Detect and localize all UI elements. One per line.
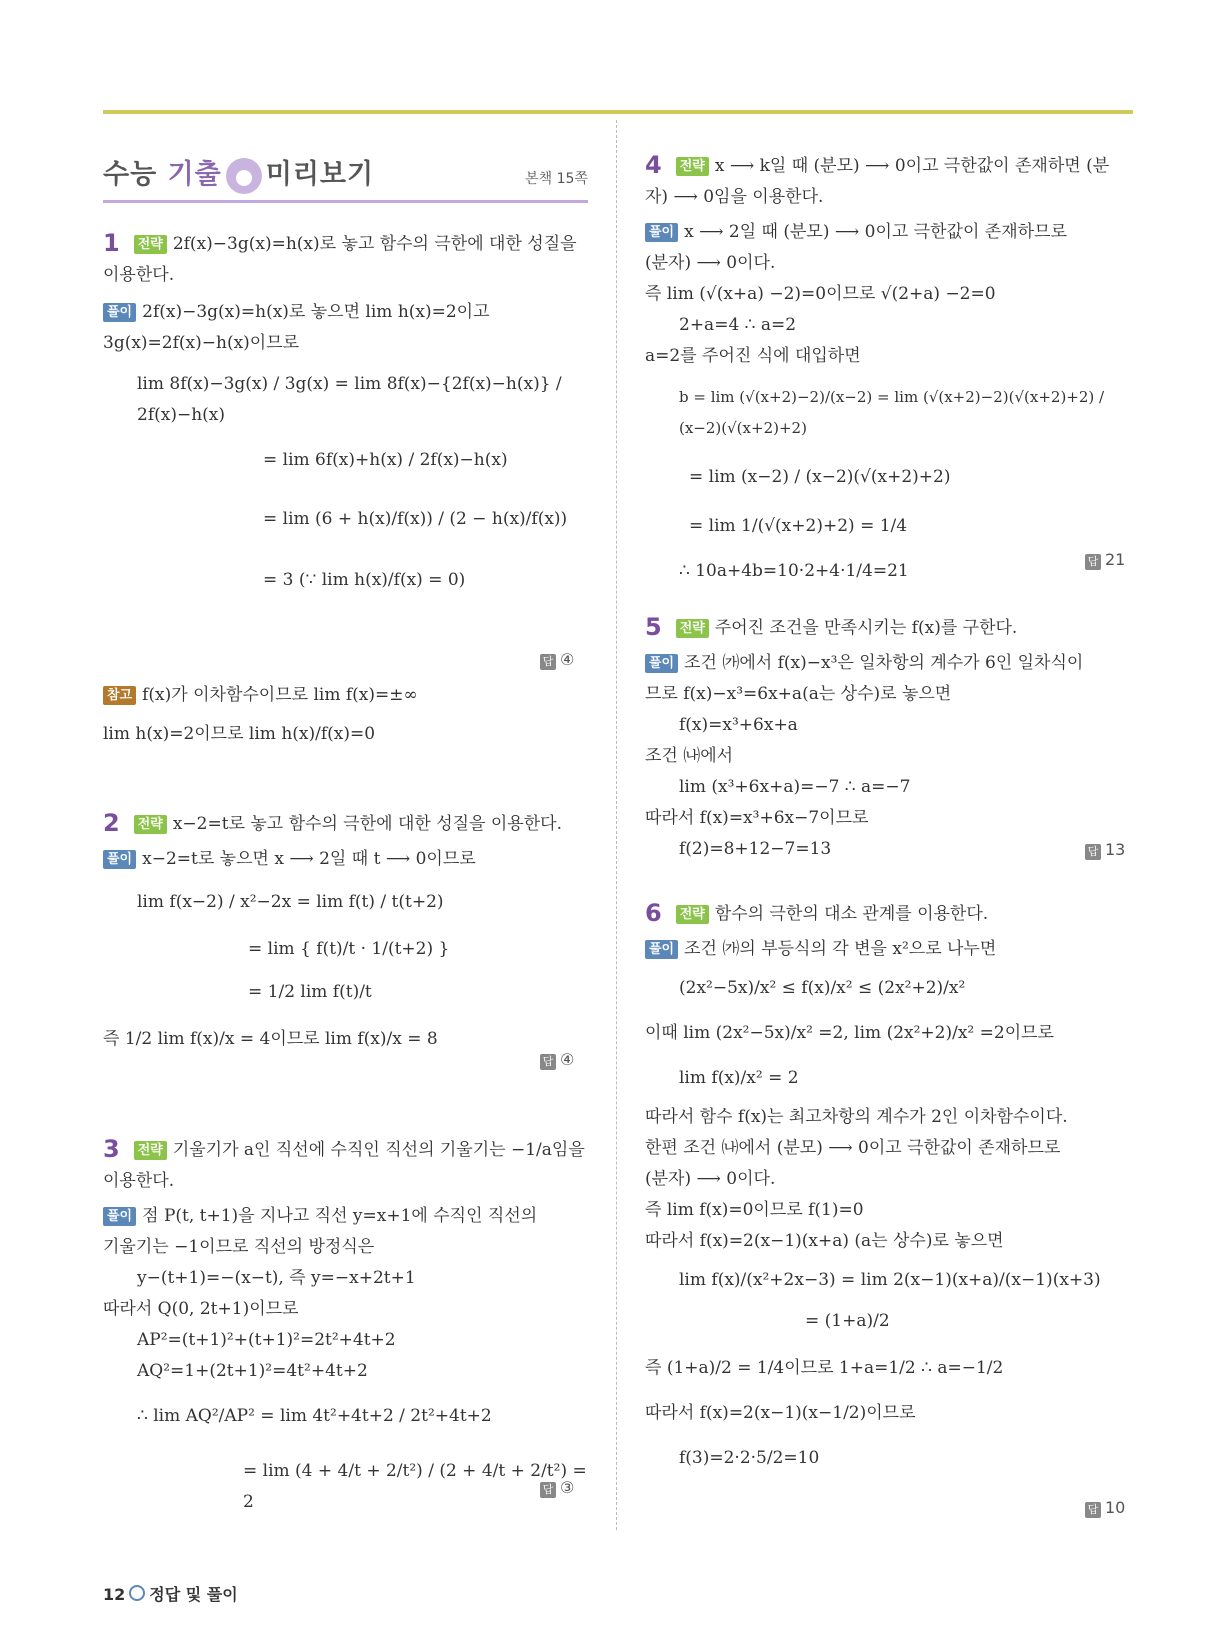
solution-line: ∴ lim AQ²/AP² = lim 4t²+4t+2 / 2t²+4t+2 xyxy=(137,1406,492,1426)
solution-line: 따라서 Q(0, 2t+1)이므로 xyxy=(103,1299,299,1319)
problem-2 xyxy=(103,808,588,1055)
solution-line: AQ²=1+(2t+1)²=4t²+4t+2 xyxy=(137,1361,368,1381)
strategy-text: 함수의 극한의 대소 관계를 이용한다. xyxy=(714,904,989,924)
answer-6: 답 10 xyxy=(1085,1498,1125,1518)
solution-line: 3g(x)=2f(x)−h(x)이므로 xyxy=(103,333,300,353)
solution-line: y−(t+1)=−(x−t), 즉 y=−x+2t+1 xyxy=(137,1268,416,1288)
page-reference: 본책 15쪽 xyxy=(525,171,588,187)
top-rule xyxy=(103,110,1133,114)
answer-5: 답 13 xyxy=(1085,840,1125,860)
solution-line: 점 P(t, t+1)을 지나고 직선 y=x+1에 수직인 직선의 xyxy=(142,1206,538,1226)
problem-3 xyxy=(103,1134,588,1518)
problem-5 xyxy=(645,612,1130,865)
problem-number: 2 xyxy=(103,809,120,837)
answer-1: 답 ④ xyxy=(540,650,574,670)
note-1 xyxy=(103,680,588,750)
strategy-tag: 전략 xyxy=(676,619,709,638)
problem-number: 5 xyxy=(645,613,662,641)
strategy-tag: 전략 xyxy=(134,1141,167,1160)
problem-number: 3 xyxy=(103,1135,120,1163)
answer-3: 답 ③ xyxy=(540,1478,574,1498)
solution-line: 2+a=4 ∴ a=2 xyxy=(679,315,797,335)
solution-line: 조건 ㈏에서 xyxy=(645,746,734,766)
strategy-tag: 전략 xyxy=(134,235,167,254)
footer-dot-icon xyxy=(129,1585,145,1601)
answer-4: 답 21 xyxy=(1085,550,1125,570)
solution-line: 즉 lim (√(x+a) −2)=0이므로 √(2+a) −2=0 xyxy=(645,284,996,304)
strategy-text: 주어진 조건을 만족시키는 f(x)를 구한다. xyxy=(714,618,1018,638)
solution-line: 따라서 f(x)=2(x−1)(x−1/2)이므로 xyxy=(645,1403,916,1423)
solution-tag: 풀이 xyxy=(645,654,678,673)
solution-line: 즉 1/2 lim f(x)/x = 4이므로 lim f(x)/x = 8 xyxy=(103,1029,438,1049)
solution-line: = lim (4 + 4/t + 2/t²) / (2 + 4/t + 2/t²) = 2 xyxy=(243,1461,587,1512)
solution-line: = 3 (∵ lim h(x)/f(x) = 0) xyxy=(263,570,466,590)
solution-line: 따라서 함수 f(x)는 최고차항의 계수가 2인 이차함수이다. xyxy=(645,1107,1068,1127)
solution-line: = lim (x−2) / (x−2)(√(x+2)+2) xyxy=(689,467,951,487)
solution-line: lim f(x−2) / x²−2x = lim f(t) / t(t+2) xyxy=(137,892,444,912)
page-footer xyxy=(103,1582,238,1605)
solution-line: 한편 조건 ㈏에서 (분모) ⟶ 0이고 극한값이 존재하므로 xyxy=(645,1138,1061,1158)
solution-line: ∴ 10a+4b=10·2+4·1/4=21 xyxy=(679,561,909,581)
solution-line: 즉 lim f(x)=0이므로 f(1)=0 xyxy=(645,1200,864,1220)
solution-line: (2x²−5x)/x² ≤ f(x)/x² ≤ (2x²+2)/x² xyxy=(679,978,966,998)
strategy-tag: 전략 xyxy=(676,905,709,924)
strategy-text: x−2=t로 놓고 함수의 극한에 대한 성질을 이용한다. xyxy=(172,814,562,834)
bunny-icon xyxy=(226,158,262,194)
problem-number: 4 xyxy=(645,151,662,179)
solution-line: = 1/2 lim f(t)/t xyxy=(248,982,372,1002)
solution-line: f(2)=8+12−7=13 xyxy=(679,839,832,859)
solution-line: 므로 f(x)−x³=6x+a(a는 상수)로 놓으면 xyxy=(645,684,952,704)
solution-line: = lim { f(t)/t · 1/(t+2) } xyxy=(248,939,450,959)
header-underline xyxy=(103,200,588,203)
solution-line: 2f(x)−3g(x)=h(x)로 놓으면 lim h(x)=2이고 xyxy=(142,302,490,322)
solution-line: 즉 (1+a)/2 = 1/4이므로 1+a=1/2 ∴ a=−1/2 xyxy=(645,1358,1004,1378)
problem-number: 1 xyxy=(103,229,120,257)
problem-1 xyxy=(103,228,588,596)
page-number: 12 xyxy=(103,1585,126,1604)
solution-line: b = lim (√(x+2)−2)/(x−2) = lim (√(x+2)−2)(√(x+2)+2) / (x−2)(√(x+2)+2) xyxy=(679,388,1105,437)
solution-line: f(3)=2·2·5/2=10 xyxy=(679,1448,820,1468)
solution-line: lim (x³+6x+a)=−7 ∴ a=−7 xyxy=(679,777,911,797)
solution-line: = lim (6 + h(x)/f(x)) / (2 − h(x)/f(x)) xyxy=(263,509,568,529)
solution-line: = lim 1/(√(x+2)+2) = 1/4 xyxy=(689,516,908,536)
problem-number: 6 xyxy=(645,899,662,927)
solution-tag: 풀이 xyxy=(103,1207,136,1226)
strategy-text: 기울기가 a인 직선에 수직인 직선의 기울기는 −1/a임을 이용한다. xyxy=(103,1140,585,1191)
column-divider xyxy=(616,120,617,1530)
strategy-tag: 전략 xyxy=(676,157,709,176)
solution-line: AP²=(t+1)²+(t+1)²=2t²+4t+2 xyxy=(137,1330,396,1350)
problem-6 xyxy=(645,898,1130,1474)
solution-line: 조건 ㈎의 부등식의 각 변을 x²으로 나누면 xyxy=(684,939,997,959)
footer-label: 정답 및 풀이 xyxy=(149,1585,238,1604)
solution-line: = (1+a)/2 xyxy=(805,1311,890,1331)
section-title: 수능 기출 미리보기 xyxy=(103,159,374,190)
strategy-tag: 전략 xyxy=(134,815,167,834)
problem-4 xyxy=(645,150,1130,587)
note-line: lim h(x)=2이므로 lim h(x)/f(x)=0 xyxy=(103,724,376,744)
section-header xyxy=(103,152,588,204)
answer-2: 답 ④ xyxy=(540,1050,574,1070)
solution-line: x ⟶ 2일 때 (분모) ⟶ 0이고 극한값이 존재하므로 xyxy=(684,222,1067,242)
solution-tag: 풀이 xyxy=(103,303,136,322)
solution-line: 따라서 f(x)=2(x−1)(x+a) (a는 상수)로 놓으면 xyxy=(645,1231,1004,1251)
strategy-text: 2f(x)−3g(x)=h(x)로 놓고 함수의 극한에 대한 성질을 이용한다. xyxy=(103,234,577,285)
solution-line: a=2를 주어진 식에 대입하면 xyxy=(645,346,861,366)
solution-line: 이때 lim (2x²−5x)/x² =2, lim (2x²+2)/x² =2이므로 xyxy=(645,1023,1054,1043)
solution-line: lim f(x)/x² = 2 xyxy=(679,1068,799,1088)
note-line: f(x)가 이차함수이므로 lim f(x)=±∞ xyxy=(142,685,418,705)
note-tag: 참고 xyxy=(103,686,136,705)
solution-line: = lim 6f(x)+h(x) / 2f(x)−h(x) xyxy=(263,450,508,470)
solution-tag: 풀이 xyxy=(103,850,136,869)
solution-line: f(x)=x³+6x+a xyxy=(679,715,798,735)
solution-line: (분자) ⟶ 0이다. xyxy=(645,253,776,273)
solution-line: (분자) ⟶ 0이다. xyxy=(645,1169,776,1189)
solution-line: lim f(x)/(x²+2x−3) = lim 2(x−1)(x+a)/(x−1)(x+3) xyxy=(679,1270,1101,1290)
solution-line: lim 8f(x)−3g(x) / 3g(x) = lim 8f(x)−{2f(x)−h(x)} / 2f(x)−h(x) xyxy=(137,374,562,425)
solution-line: 기울기는 −1이므로 직선의 방정식은 xyxy=(103,1237,375,1257)
solution-tag: 풀이 xyxy=(645,940,678,959)
solution-line: 조건 ㈎에서 f(x)−x³은 일차항의 계수가 6인 일차식이 xyxy=(684,653,1084,673)
strategy-text: x ⟶ k일 때 (분모) ⟶ 0이고 극한값이 존재하면 (분자) ⟶ 0임을 이용한다. xyxy=(645,156,1110,207)
solution-line: x−2=t로 놓으면 x ⟶ 2일 때 t ⟶ 0이므로 xyxy=(142,849,476,869)
solution-tag: 풀이 xyxy=(645,223,678,242)
solution-line: 따라서 f(x)=x³+6x−7이므로 xyxy=(645,808,869,828)
